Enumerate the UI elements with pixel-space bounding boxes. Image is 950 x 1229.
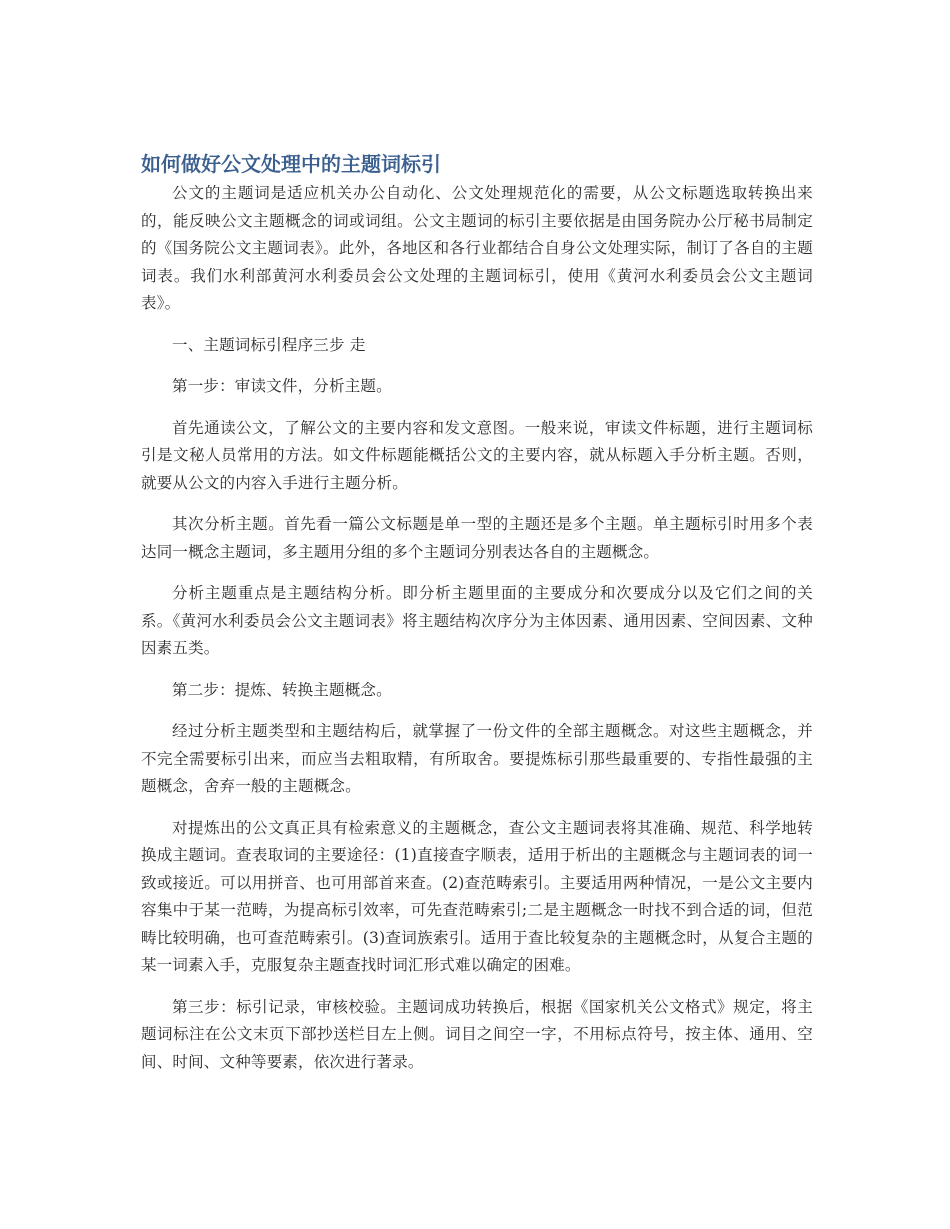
paragraph-step-three: 第三步：标引记录，审核校验。主题词成功转换后，根据《国家机关公文格式》规定，将主题词标注在公文末页下部抄送栏目左上侧。词目之间空一字，不用标点符号，按主体、通用、空间、时间、文种等要素，依次进行著录。: [141, 997, 813, 1071]
paragraph-refine-concepts: 经过分析主题类型和主题结构后，就掌握了一份文件的全部主题概念。对这些主题概念，并不完全需要标引出来，而应当去粗取精，有所取舍。要提炼标引那些最重要的、专指性最强的主题概念，舍弃一般的主题概念。: [141, 722, 813, 795]
paragraph-section-heading: 一、主题词标引程序三步 走: [172, 335, 366, 354]
paragraph-structure-analysis: 分析主题重点是主题结构分析。即分析主题里面的主要成分和次要成分以及它们之间的关系。《黄河水利委员会公文主题词表》将主题结构次序分为主体因素、通用因素、空间因素、文种因素五类。: [141, 584, 813, 657]
paragraph-step-two: 第二步：提炼、转换主题概念。: [172, 680, 392, 699]
paragraph-convert-keywords: 对提炼出的公文真正具有检索意义的主题概念，查公文主题词表将其准确、规范、科学地转换成主题词。查表取词的主要途径：(1)直接查字顺表，适用于析出的主题概念与主题词表的词一致或接近。可以用拼音、也可用部首来查。(2)查范畴索引。主要适用两种情况，一是公文主要内容集中于某一范畴，为提高标引效率，可先查范畴索引;二是主题概念一时找不到合适的词，但范畴比较明确，也可查范畴索引。(3)查词族索引。适用于查比较复杂的主题概念时，从复合主题的某一词素入手，克服复杂主题查找时词汇形式难以确定的困难。: [141, 818, 813, 974]
paragraph-analyze-theme: 其次分析主题。首先看一篇公文标题是单一型的主题还是多个主题。单主题标引时用多个表达同一概念主题词，多主题用分组的多个主题词分别表达各自的主题概念。: [141, 515, 813, 561]
document-title: 如何做好公文处理中的主题词标引: [141, 152, 441, 176]
document-page: [141, 150, 813, 1090]
paragraph-intro: 公文的主题词是适应机关办公自动化、公文处理规范化的需要，从公文标题选取转换出来的，能反映公文主题概念的词或词组。公文主题词的标引主要依据是由国务院办公厅秘书局制定的《国务院公文主题词表》。此外，各地区和各行业都结合自身公文处理实际，制订了各自的主题词表。我们水利部黄河水利委员会公文处理的主题词标引，使用《黄河水利委员会公文主题词表》。: [141, 184, 813, 312]
paragraph-read-document: 首先通读公文，了解公文的主要内容和发文意图。一般来说，审读文件标题，进行主题词标引是文秘人员常用的方法。如文件标题能概括公文的主要内容，就从标题入手分析主题。否则，就要从公文的内容入手进行主题分析。: [141, 418, 813, 492]
paragraph-step-one: 第一步：审读文件，分析主题。: [172, 377, 392, 395]
